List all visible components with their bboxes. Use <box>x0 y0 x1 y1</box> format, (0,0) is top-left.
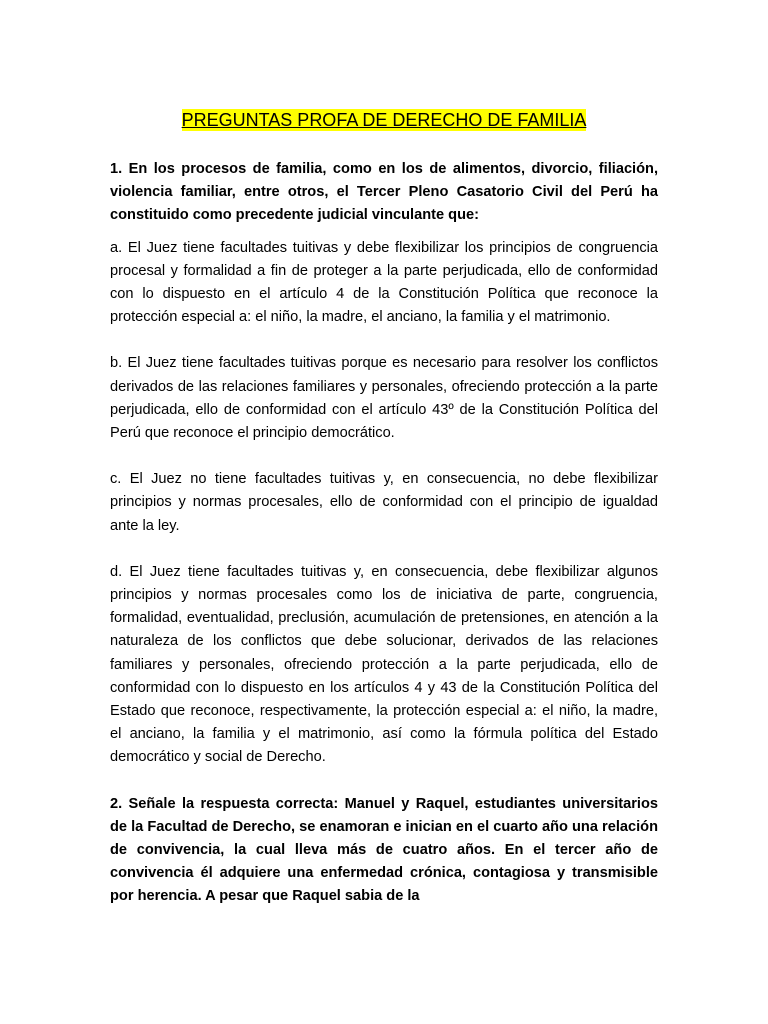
option-a: a. El Juez tiene facultades tuitivas y debe flexibilizar los principios de congruencia procesal y formalidad a fin de proteger a la parte perjudicada, ello de conformidad con lo dispuesto en el artículo 4 de la Constitución Política que reconoce la protección especial a: el niño, la madre, el anciano, la familia y el matrimonio. <box>110 239 658 326</box>
document-title: PREGUNTAS PROFA DE DERECHO DE FAMILIA <box>181 110 587 130</box>
question-2: 2. Señale la respuesta correcta: Manuel y Raquel, estudiantes universitarios de la Facultad de Derecho, se enamoran e inician en el cuarto año una relación de convivencia, la cual lleva más de cuatro años. En el tercer año de convivencia él adquiere una enfermedad crónica, contagiosa y transmisible por herencia. A pesar que Raquel sabia de la <box>110 795 658 905</box>
option-c: c. El Juez no tiene facultades tuitivas y, en consecuencia, no debe flexibilizar principios y normas procesales, ello de conformidad con el principio de igualdad ante la ley. <box>110 471 658 534</box>
option-b: b. El Juez tiene facultades tuitivas porque es necesario para resolver los conflictos derivados de las relaciones familiares y personales, ofreciendo protección a la parte perjudicada, ello de conformidad con el artículo 43º de la Constitución Política del Perú que reconoce el principio democrático. <box>110 355 658 442</box>
question-1: 1. En los procesos de familia, como en los de alimentos, divorcio, filiación, violencia familiar, entre otros, el Tercer Pleno Casatorio Civil del Perú ha constituido como precedente judicial vinculante que: <box>110 161 658 224</box>
option-d: d. El Juez tiene facultades tuitivas y, en consecuencia, debe flexibilizar algunos principios y normas procesales como los de iniciativa de parte, congruencia, formalidad, eventualidad, preclusión, acumulación de pretensiones, en atención a la naturaleza de los conflictos que debe solucionar, derivados de las relaciones familiares y personales, ofreciendo protección a la parte perjudicada, ello de conformidad con lo dispuesto en los artículos 4 y 43 de la Constitución Política del Estado que reconoce, respectivamente, la protección especial a: el niño, la madre, el anciano, la familia y el matrimonio, así como la fórmula política del Estado democrático y social de Derecho. <box>110 563 658 766</box>
title-wrap <box>110 107 658 135</box>
